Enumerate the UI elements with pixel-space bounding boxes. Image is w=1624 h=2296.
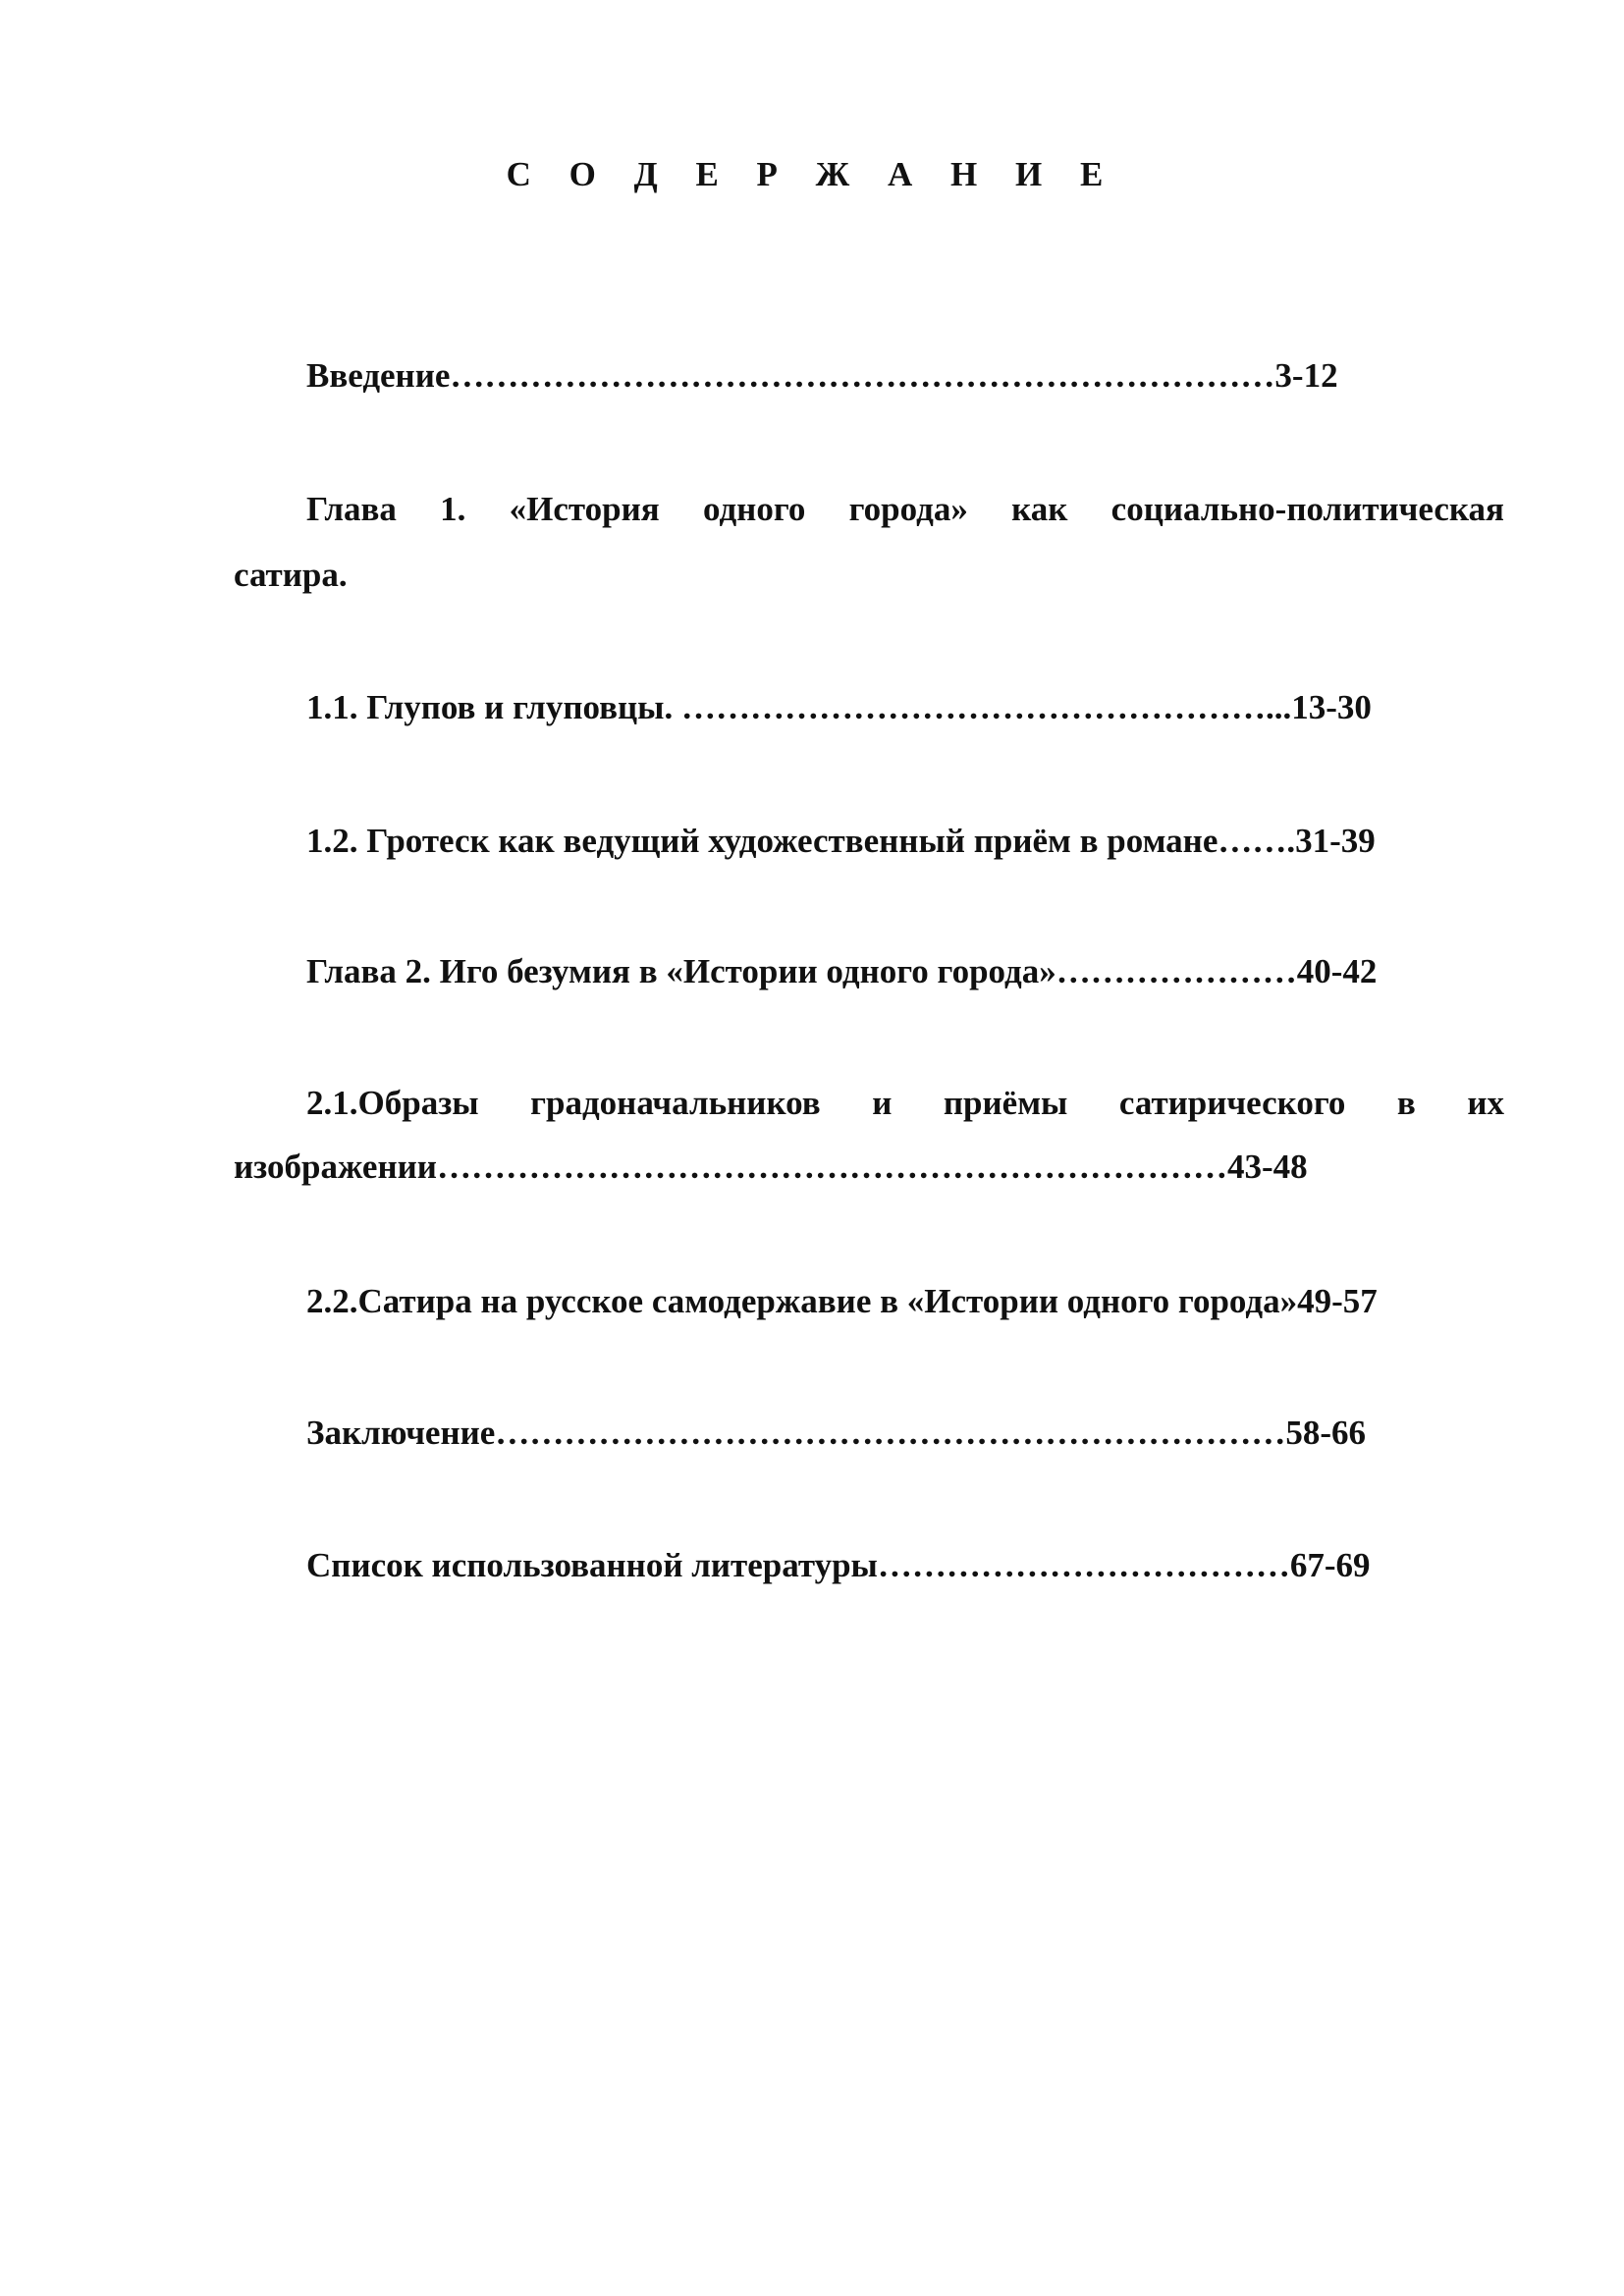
toc-entry-section-2-1-line-1: 2.1.Образы градоначальников и приёмы сатирического в их — [306, 1084, 1504, 1122]
toc-entry-section-2-1-line-2: изображении……………………………………………………………43-48 — [234, 1148, 1308, 1186]
toc-entry-chapter-2: Глава 2. Иго безумия в «Истории одного города»…………………40-42 — [306, 952, 1378, 990]
toc-entry-introduction: Введение………………………………………………………………3-12 — [306, 356, 1338, 395]
toc-entry-section-1-1: 1.1. Глупов и глуповцы. ……………………………………………...13-30 — [306, 688, 1372, 726]
page-title: С О Д Е Р Ж А Н И Е — [506, 155, 1118, 193]
toc-entry-chapter-1-line-2: сатира. — [234, 556, 348, 594]
toc-entry-conclusion: Заключение……………………………………………………………58-66 — [306, 1414, 1366, 1452]
toc-entry-chapter-1-line-1: Глава 1. «История одного города» как социально-политическая — [306, 490, 1504, 528]
toc-entry-section-2-2: 2.2.Сатира на русское самодержавие в «Истории одного города»49-57 — [306, 1282, 1378, 1320]
toc-entry-section-1-2: 1.2. Гротеск как ведущий художественный приём в романе…….31-39 — [306, 822, 1376, 860]
toc-entry-bibliography: Список использованной литературы………………………………67-69 — [306, 1546, 1371, 1584]
